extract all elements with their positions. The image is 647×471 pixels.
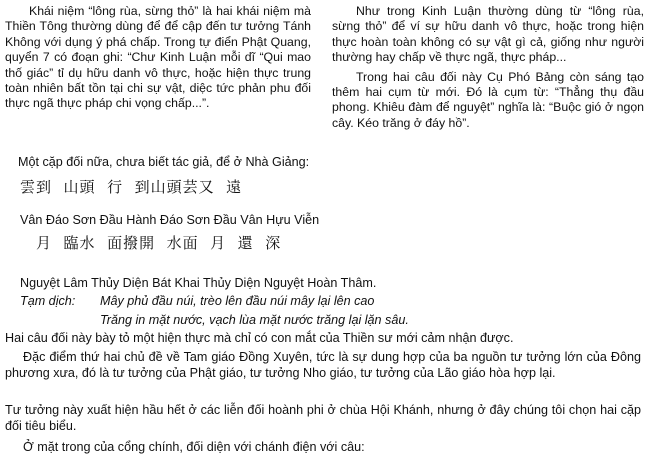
right-column xyxy=(332,4,644,131)
couplet-line1-han: 雲到 山頭 行 到山頭芸又 遠 xyxy=(20,178,243,196)
translation-label: Tạm dịch: xyxy=(20,294,76,308)
couplet-line2-han: 月 臨水 面撥開 水面 月 還 深 xyxy=(36,234,282,252)
right-column-paragraph-1: Như trong Kinh Luận thường dùng từ “lông rùa, sừng thỏ” để ví sự hữu danh vô thực, hoặc trong hiện thực hoàn toàn không có sự vật gì cả, giống như người thường hay chấp về thực ngã, thực pháp... xyxy=(332,4,644,65)
left-column xyxy=(5,4,311,112)
translation-line-1: Mây phủ đầu núi, trèo lên đầu núi mây lại lên cao xyxy=(100,294,375,308)
body-paragraph-3: Tư tưởng này xuất hiện hầu hết ở các liễn đối hoành phi ở chùa Hội Khánh, nhưng ở đây chúng tôi chọn hai cặp đối tiêu biểu. xyxy=(5,403,641,433)
body-paragraph-4: Ở mặt trong của cổng chính, đối diện với chánh điện với câu: xyxy=(23,440,365,454)
body-paragraph-1: Hai câu đối này bày tỏ một hiện thực mà chỉ có con mắt của Thiền sư mới cảm nhận được. xyxy=(5,331,514,345)
left-column-paragraph: Khái niệm “lông rùa, sừng thỏ” là hai khái niệm mà Thiền Tông thường dùng để để cập đến tư tưởng Tánh Không với dụng ý phá chấp. Trong tự điển Phật Quang, quyển 7 có đoạn ghi: “Chư Kinh Luận mỗi dĩ “Qui mao thố giác” tỉ dụ hữu danh vô thực, hoặc hiện thực trung toàn nhiên bất tồn tại chi sự vật, diệc tức phản phu đối thực ngã thực pháp chi vọng chấp...”. xyxy=(5,4,311,111)
couplet-intro: Một cặp đối nữa, chưa biết tác giả, để ở Nhà Giảng: xyxy=(18,155,310,169)
body-paragraph-2: Đặc điểm thứ hai chủ đề về Tam giáo Đồng Xuyên, tức là sự dung hợp của ba nguồn tư tưởng lớn của Đông phương xưa, đó là tư tưởng của Phật giáo, tư tưởng Nho giáo, tư tưởng của Lão giáo hòa hợp lại. xyxy=(5,350,641,380)
right-column-paragraph-2: Trong hai câu đối này Cụ Phó Bảng còn sáng tạo thêm hai cụm từ mới. Đó là cụm từ: “Thẳng thụ đầu phong. Khiêu đàm để nguyệt” nghĩa là: “Buộc gió ở ngọn cây. Kéo trăng ở đáy hồ”. xyxy=(332,69,644,130)
couplet-line2-reading: Nguyệt Lâm Thủy Diện Bát Khai Thủy Diện Nguyệt Hoàn Thâm. xyxy=(20,276,377,290)
translation-line-2: Trăng in mặt nước, vạch lùa mặt nước trăng lại lặn sâu. xyxy=(100,313,409,327)
couplet-line1-reading: Vân Đáo Sơn Đầu Hành Đáo Sơn Đầu Vân Hựu Viễn xyxy=(20,213,320,227)
